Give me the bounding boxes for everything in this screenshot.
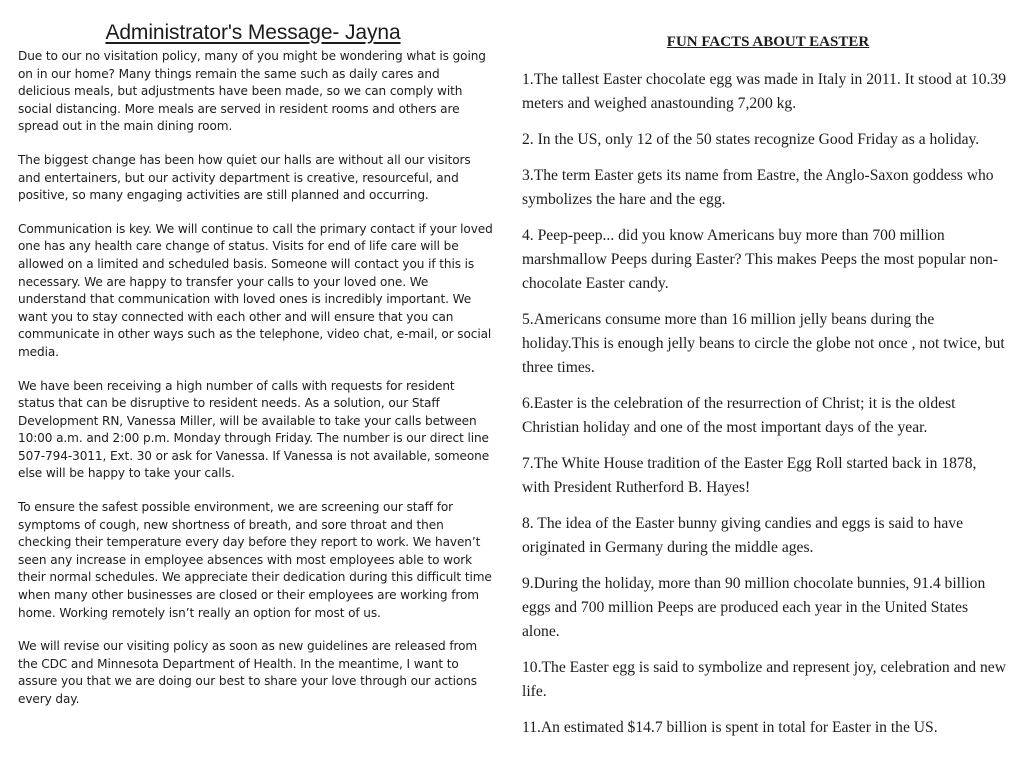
message-paragraph: Communication is key. We will continue to call the primary contact if your loved one has any health care change of status. Visits for end of life care will be allowed on a limited and scheduled basis. Someone will contact you if this is necessary. We are happy to transfer your calls to your loved one. We understand that communication with loved ones is incredibly important. We want you to stay connected with each other and will ensure that you can communicate in other ways such as the telephone, video chat, e-mail, or social media. bbox=[18, 221, 493, 359]
easter-fact: 1.The tallest Easter chocolate egg was made in Italy in 2011. It stood at 10.39 meters and weighed anastounding 7,200 kg. bbox=[522, 71, 1006, 112]
message-paragraph: Due to our no visitation policy, many of you might be wondering what is going on in our home? Many things remain the same such as daily cares and delicious meals, but adjustments have been made, so we can comply with social distancing. More meals are served in resident rooms and others are spread out in the main dining room. bbox=[18, 49, 486, 134]
easter-fact: 9.During the holiday, more than 90 million chocolate bunnies, 91.4 billion eggs and 700 million Peeps are produced each year in the United States alone. bbox=[522, 575, 986, 640]
easter-fact: 5.Americans consume more than 16 million jelly beans during the holiday.This is enough jelly beans to circle the globe not once , not twice, but three times. bbox=[522, 311, 1005, 376]
easter-facts-column bbox=[522, 32, 1008, 752]
easter-fact: 3.The term Easter gets its name from Eastre, the Anglo-Saxon goddess who symbolizes the hare and the egg. bbox=[522, 167, 994, 208]
administrator-message-title: Administrator's Message- Jayna bbox=[105, 21, 401, 44]
message-paragraph: We will revise our visiting policy as soon as new guidelines are released from the CDC and Minnesota Department of Health. In the meantime, I want to assure you that we are doing our best to share your love through our actions every day. bbox=[18, 639, 478, 706]
easter-fact: 4. Peep-peep... did you know Americans buy more than 700 million marshmallow Peeps during Easter? This makes Peeps the most popular non-chocolate Easter candy. bbox=[522, 227, 999, 292]
easter-fact: 2. In the US, only 12 of the 50 states recognize Good Friday as a holiday. bbox=[522, 131, 980, 148]
easter-fact: 6.Easter is the celebration of the resurrection of Christ; it is the oldest Christian holiday and one of the most important days of the year. bbox=[522, 395, 956, 436]
easter-fact: 7.The White House tradition of the Easter Egg Roll started back in 1878, with President Rutherford B. Hayes! bbox=[522, 455, 977, 496]
administrator-message-column bbox=[18, 20, 494, 725]
message-paragraph: The biggest change has been how quiet our halls are without all our visitors and entertainers, but our activity department is creative, resourceful, and positive, so many engaging activities are still planned and occurring. bbox=[18, 152, 471, 203]
easter-fact: 10.The Easter egg is said to symbolize and represent joy, celebration and new life. bbox=[522, 659, 1006, 700]
message-paragraph: We have been receiving a high number of calls with requests for resident status that can be disruptive to resident needs. As a solution, our Staff Development RN, Vanessa Miller, will be available to take your calls between 10:00 a.m. and 2:00 p.m. Monday through Friday. The number is our direct line 507-794-3011, Ext. 30 or ask for Vanessa. If Vanessa is not available, someone else will be happy to take your calls. bbox=[18, 378, 490, 481]
message-paragraph: To ensure the safest possible environment, we are screening our staff for symptoms of cough, new shortness of breath, and sore throat and then checking their temperature every day before they report to work. We haven’t seen any increase in employee absences with most employees able to work their normal schedules. We appreciate their dedication during this difficult time when many other businesses are closed or their employees are working from home. Working remotely isn’t really an option for most of us. bbox=[18, 500, 492, 620]
easter-fact: 11.An estimated $14.7 billion is spent in total for Easter in the US. bbox=[522, 719, 938, 736]
easter-fact: 8. The idea of the Easter bunny giving candies and eggs is said to have originated in Germany during the middle ages. bbox=[522, 515, 963, 556]
easter-facts-title: FUN FACTS ABOUT EASTER bbox=[666, 34, 870, 50]
